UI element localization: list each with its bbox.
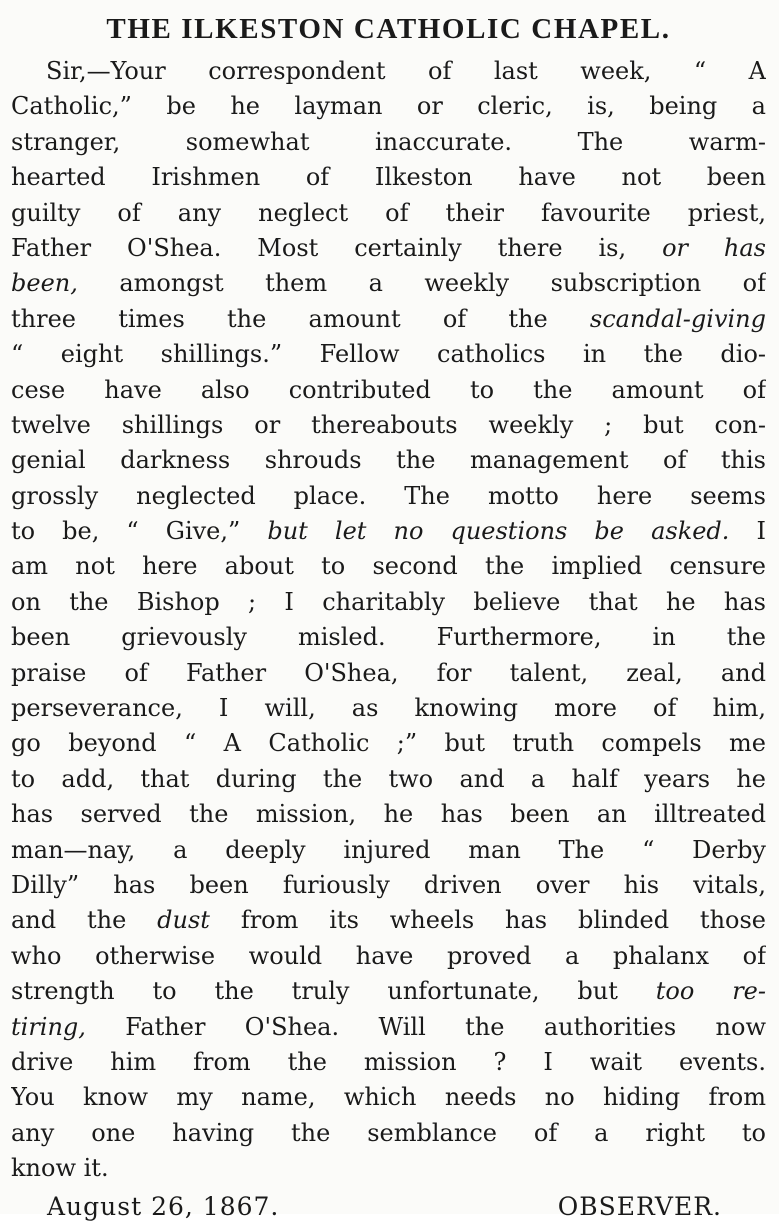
body-text: “ eight shillings.” Fellow catholics in the dio- — [11, 340, 766, 369]
body-text: who otherwise would have proved a phalanx of — [11, 941, 766, 970]
body-line — [11, 373, 766, 408]
body-line — [11, 620, 766, 655]
body-text: know it. — [11, 1154, 109, 1183]
body-line — [11, 691, 766, 726]
body-text: am not here about to second the implied censure — [11, 552, 766, 581]
body-line — [11, 974, 766, 1009]
italic-text: or has — [662, 233, 766, 262]
body-line — [11, 656, 766, 691]
body-line — [11, 337, 766, 372]
body-text: Father O'Shea. Will the authorities now — [85, 1012, 766, 1041]
body-text: Sir,—Your correspondent of last week, “ A — [46, 57, 766, 85]
body-line — [11, 514, 766, 549]
body-line — [11, 479, 766, 514]
body-text: has served the mission, he has been an illtreated — [11, 800, 766, 829]
body-line — [11, 1116, 766, 1151]
body-line — [11, 797, 766, 832]
body-text: on the Bishop ; I charitably believe that he has — [11, 587, 766, 616]
body-text: genial darkness shrouds the management of this — [11, 446, 766, 475]
body-text: twelve shillings or thereabouts weekly ; but con- — [11, 410, 766, 439]
body-text: I — [729, 517, 766, 546]
italic-text: but let no questions be asked. — [267, 517, 730, 546]
italic-text: been, — [11, 269, 78, 298]
body-text: You know my name, which needs no hiding from — [11, 1083, 766, 1112]
body-text: amongst them a weekly subscription of — [77, 269, 766, 298]
body-text: and the — [11, 906, 158, 935]
italic-text: scandal-giving — [589, 304, 766, 333]
body-line — [11, 1080, 766, 1115]
body-line — [11, 231, 766, 266]
body-text: Catholic,” be he layman or cleric, is, being a — [11, 92, 766, 121]
body-line — [11, 266, 766, 301]
body-text: guilty of any neglect of their favourite priest, — [11, 198, 766, 227]
signoff-row — [11, 1189, 766, 1225]
body-line — [11, 903, 766, 938]
body-text: to be, “ Give,” — [11, 517, 268, 546]
body-line — [11, 1010, 766, 1045]
body-line — [11, 939, 766, 974]
body-text: man—nay, a deeply injured man The “ Derby — [11, 835, 766, 864]
body-text: cese have also contributed to the amount of — [11, 375, 766, 404]
body-line — [11, 302, 766, 337]
body-text: from its wheels has blinded those — [209, 906, 766, 935]
body-line — [11, 549, 766, 584]
body-line — [11, 196, 766, 231]
letter-signature: OBSERVER. — [557, 1191, 722, 1221]
article-body — [11, 54, 766, 1187]
body-text: go beyond “ A Catholic ;” but truth compels me — [11, 729, 766, 758]
body-text: praise of Father O'Shea, for talent, zeal, and — [11, 658, 766, 687]
body-line — [11, 89, 766, 124]
body-line — [11, 726, 766, 761]
body-line — [11, 54, 766, 89]
body-text: strength to the truly unfortunate, but — [11, 977, 656, 1006]
body-text: grossly neglected place. The motto here seems — [11, 481, 766, 510]
body-text: stranger, somewhat inaccurate. The warm- — [11, 127, 766, 156]
body-line — [11, 868, 766, 903]
body-line — [11, 125, 766, 160]
italic-text: tiring, — [11, 1012, 86, 1041]
letter-date: August 26, 1867. — [47, 1191, 280, 1221]
body-line — [11, 762, 766, 797]
body-text: Dilly” has been furiously driven over his vitals, — [11, 870, 766, 899]
body-text: drive him from the mission ? I wait events. — [11, 1047, 766, 1076]
article-title: THE ILKESTON CATHOLIC CHAPEL. — [106, 13, 671, 45]
body-text: Father O'Shea. Most certainly there is, — [11, 233, 663, 262]
body-line — [11, 1151, 766, 1186]
body-line — [11, 585, 766, 620]
body-text: perseverance, I will, as knowing more of him, — [11, 694, 766, 723]
body-text: any one having the semblance of a right to — [11, 1118, 766, 1147]
italic-text: dust — [157, 906, 210, 935]
body-text: hearted Irishmen of Ilkeston have not been — [11, 163, 766, 192]
body-text: three times the amount of the — [11, 304, 590, 333]
body-line — [11, 443, 766, 478]
italic-text: too re- — [655, 977, 766, 1006]
body-line — [11, 833, 766, 868]
body-text: to add, that during the two and a half years he — [11, 764, 766, 793]
body-line — [11, 408, 766, 443]
body-line — [11, 1045, 766, 1080]
body-line — [11, 160, 766, 195]
body-text: been grievously misled. Furthermore, in the — [11, 623, 766, 652]
